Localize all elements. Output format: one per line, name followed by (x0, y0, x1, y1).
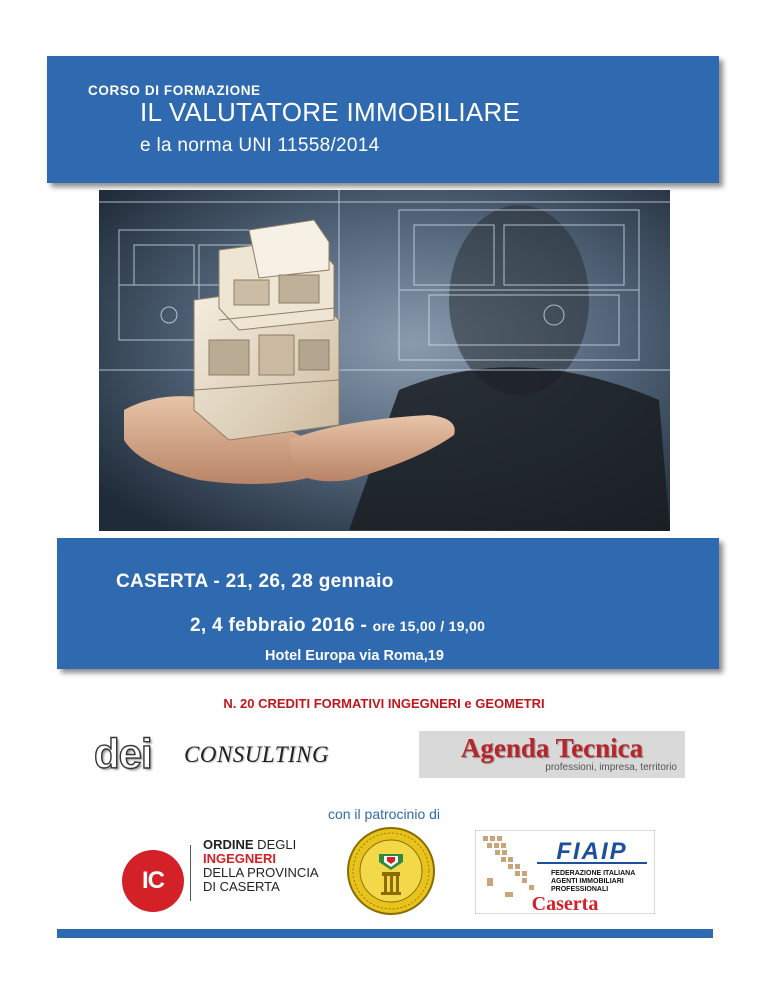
fiaip-logo-graphic (475, 830, 655, 914)
fiaip-line-2: AGENTI IMMOBILIARI (551, 878, 624, 885)
february-dates-text: 2, 4 febbraio 2016 - (190, 615, 373, 636)
ic-badge-logo (122, 850, 184, 912)
venue: Hotel Europa via Roma,19 (265, 648, 444, 664)
architecture-model-illustration (99, 190, 670, 531)
order-line-3: DELLA PROVINCIA (203, 865, 319, 880)
agenda-tecnica-logo (419, 731, 685, 778)
fiaip-caserta-logo (475, 830, 655, 914)
order-engineers-text (203, 838, 319, 894)
fiaip-city: Caserta (531, 893, 599, 914)
patronage-label: con il patrocinio di (327, 806, 441, 822)
fiaip-brand-text: FIAIP (556, 838, 628, 865)
dei-logo-mark: dei (94, 730, 152, 777)
credits-notice: N. 20 CREDITI FORMATIVI INGEGNERI e GEOMETRI (223, 696, 545, 711)
order-logo-divider (190, 845, 191, 901)
dei-logo-wordmark: CONSULTING (184, 742, 330, 767)
order-line-1: ORDINE DEGLI (203, 837, 297, 852)
agenda-tecnica-name: Agenda Tecnica (460, 733, 644, 763)
agenda-tecnica-tagline: professioni, impresa, territorio (545, 762, 677, 773)
order-line-2: INGEGNERI (203, 851, 276, 866)
course-time: ore 15,00 / 19,00 (372, 618, 486, 634)
fiaip-line-3: PROFESSIONALI (551, 886, 609, 893)
header-banner (47, 56, 719, 183)
dates-banner (57, 538, 719, 669)
ic-badge-text: IC (142, 867, 164, 894)
geometri-seal-logo (346, 826, 436, 916)
city-and-january-dates: CASERTA - 21, 26, 28 gennaio (116, 571, 394, 592)
february-dates (190, 615, 485, 637)
bottom-rule (57, 929, 713, 938)
course-subtitle: e la norma UNI 11558/2014 (140, 135, 380, 156)
hero-photo (99, 190, 670, 531)
order-line-4: DI CASERTA (203, 879, 280, 894)
dei-consulting-logo (94, 731, 354, 777)
fiaip-line-1: FEDERAZIONE ITALIANA (551, 870, 636, 877)
course-kicker: CORSO DI FORMAZIONE (88, 83, 261, 98)
course-title: IL VALUTATORE IMMOBILIARE (140, 97, 521, 127)
